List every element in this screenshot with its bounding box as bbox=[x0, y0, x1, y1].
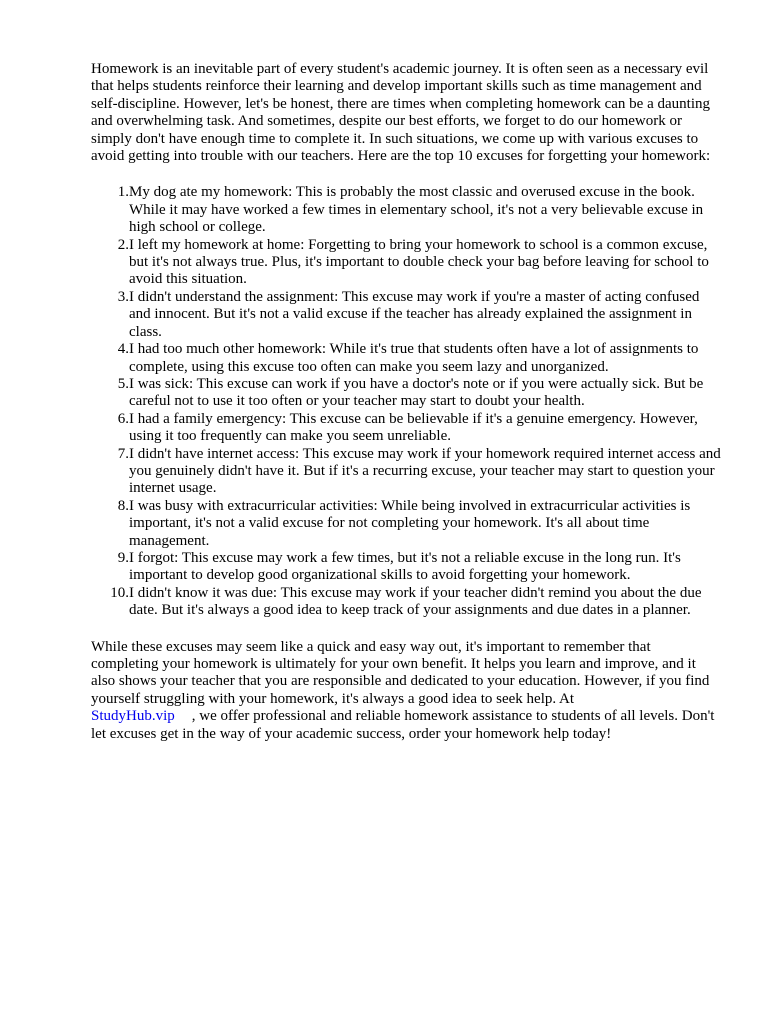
closing-text-after-link: , we offer professional and reliable homework assistance to students of all levels. Don't let excuses get in the way of your academic success, order your homework help today! bbox=[91, 708, 715, 742]
list-item-text: I had a family emergency: This excuse can be believable if it's a genuine emergency. However, using it too frequently can make you seem unreliable. bbox=[129, 410, 698, 445]
list-item bbox=[91, 550, 721, 585]
list-item-number: 1. bbox=[117, 184, 129, 201]
list-item-text: I left my homework at home: Forgetting to bring your homework to school is a common excuse, but it's not always true. Plus, it's important to double check your bag before leaving for school to avoid this situation. bbox=[129, 236, 709, 288]
closing-paragraph bbox=[91, 639, 721, 743]
list-item-text: I didn't know it was due: This excuse may work if your teacher didn't remind you about the due date. But it's always a good idea to keep track of your assignments and due dates in a planner. bbox=[129, 584, 702, 619]
excuses-list bbox=[91, 184, 721, 619]
list-item-number: 5. bbox=[117, 375, 129, 392]
list-item-number: 6. bbox=[117, 410, 129, 427]
list-item bbox=[91, 289, 721, 341]
list-item-text: I was busy with extracurricular activities: While being involved in extracurricular activities is important, it's not a valid excuse for not completing your homework. It's all about time management. bbox=[129, 497, 691, 549]
list-item bbox=[91, 341, 721, 376]
list-item bbox=[91, 585, 721, 620]
document-page bbox=[91, 61, 721, 743]
list-item-text: My dog ate my homework: This is probably the most classic and overused excuse in the book. While it may have worked a few times in elementary school, it's not a very believable excuse in high school or college. bbox=[129, 184, 704, 236]
list-item-text: I didn't understand the assignment: This excuse may work if you're a master of acting confused and innocent. But it's not a valid excuse if the teacher has already explained the assignment in class. bbox=[129, 288, 700, 340]
list-item-text: I had too much other homework: While it's true that students often have a lot of assignments to complete, using this excuse too often can make you seem lazy and unorganized. bbox=[129, 341, 699, 375]
list-item bbox=[91, 446, 721, 498]
list-item-number: 2. bbox=[117, 236, 129, 253]
list-item bbox=[91, 376, 721, 411]
list-item-text: I didn't have internet access: This excuse may work if your homework required internet access and you genuinely didn't have it. But if it's a recurring excuse, your teacher may start to question your internet usage. bbox=[129, 445, 721, 497]
list-item-number: 8. bbox=[117, 497, 129, 514]
studyhub-link[interactable]: StudyHub.vip bbox=[91, 708, 175, 725]
list-item-number: 10. bbox=[110, 584, 129, 601]
list-item bbox=[91, 184, 721, 236]
list-item bbox=[91, 237, 721, 289]
list-item-number: 3. bbox=[117, 288, 129, 305]
list-item bbox=[91, 411, 721, 446]
list-item-number: 9. bbox=[117, 549, 129, 566]
closing-text-before-link: While these excuses may seem like a quick and easy way out, it's important to remember that completing your homework is ultimately for your own benefit. It helps you learn and improve, and it also shows your teacher that you are responsible and dedicated to your education. However, if you find yourself struggling with your homework, it's always a good idea to seek help. At bbox=[91, 638, 710, 707]
list-item-number: 4. bbox=[117, 341, 129, 358]
list-item-text: I forgot: This excuse may work a few times, but it's not a reliable excuse in the long run. It's important to develop good organizational skills to avoid forgetting your homework. bbox=[129, 549, 681, 584]
list-item bbox=[91, 498, 721, 550]
intro-paragraph: Homework is an inevitable part of every student's academic journey. It is often seen as a necessary evil that helps students reinforce their learning and develop important skills such as time management and self-discipline. However, let's be honest, there are times when completing homework can be a daunting and overwhelming task. And sometimes, despite our best efforts, we forget to do our homework or simply don't have enough time to complete it. In such situations, we come up with various excuses to avoid getting into trouble with our teachers. Here are the top 10 excuses for forgetting your homework: bbox=[91, 61, 711, 165]
list-item-text: I was sick: This excuse can work if you have a doctor's note or if you were actually sick. But be careful not to use it too often or your teacher may start to doubt your health. bbox=[129, 375, 704, 410]
list-item-number: 7. bbox=[117, 445, 129, 462]
